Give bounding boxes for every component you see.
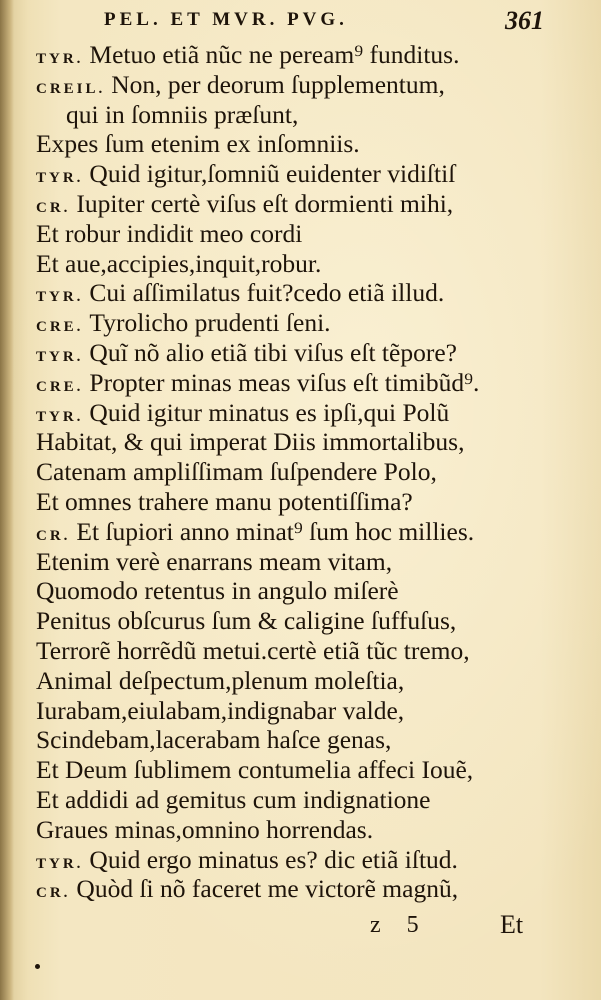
text-line [0,487,601,517]
line-text: Scindebam,lacerabam haſce genas, [36,725,392,755]
line-text: Propter minas meas viſus eſt timibũd⁹. [89,367,480,397]
text-line [0,100,601,130]
line-text: Non, per deorum ſupplementum, [111,69,445,99]
text-line [0,636,601,666]
ink-speck [35,964,40,969]
line-text: Metuo etiã nũc ne peream⁹ funditus. [89,40,460,69]
text-line [0,70,601,100]
text-line [0,368,601,398]
line-text: Penitus obſcurus ſum & caligine ſuffuſus, [36,606,457,636]
text-line [0,517,601,547]
line-text: Et aue,accipies,inquit,robur. [36,248,322,278]
speaker-label: TYR. [36,170,84,187]
line-text: qui in ſomniis præſunt, [66,99,299,129]
speaker-label: TYR. [36,855,84,872]
text-line [0,40,601,70]
page-number: 361 [505,6,544,35]
line-text: Tyrolicho prudenti ſeni. [89,308,331,338]
page-header [0,4,601,38]
line-text: Graues minas,omnino horrendas. [36,814,374,844]
text-line [0,576,601,606]
text-line [0,189,601,219]
line-text: Quid igitur minatus es ipſi,qui Polũ [89,397,450,427]
line-text: Terrorẽ horrẽdũ metui.certè etiã tũc tremo, [36,635,470,665]
text-line [0,785,601,815]
signature-mark: z 5 [370,912,429,938]
text-line [0,666,601,696]
text-line [0,815,601,845]
text-line [0,308,601,338]
line-text: Iurabam,eiulabam,indignabar valde, [36,695,405,725]
line-text: Iupiter certè viſus eſt dormienti mihi, [76,188,454,218]
text-line [0,457,601,487]
text-line [0,874,601,904]
text-line [0,755,601,785]
text-line [0,398,601,428]
line-text: Cui aſſimilatus fuit?cedo etiã illud. [89,278,445,308]
text-line [0,606,601,636]
line-text: Quòd ſi nõ faceret me victorẽ magnũ, [76,874,459,904]
verse-text [0,40,601,904]
text-line [0,725,601,755]
text-line [0,696,601,726]
speaker-label: CREIL. [36,80,106,97]
line-text: Expes ſum etenim ex inſomniis. [36,129,360,159]
speaker-label: CRE. [36,319,84,336]
line-text: Et omnes trahere manu potentiſſima? [36,486,413,516]
speaker-label: CR. [36,885,71,902]
text-line [0,129,601,159]
line-text: Et addidi ad gemitus cum indignatione [36,784,431,814]
line-text: Et robur indidit meo cordi [36,218,303,248]
text-line [0,845,601,875]
speaker-label: CR. [36,527,71,544]
running-head: PEL. ET MVR. PVG. [104,9,348,30]
text-line [0,547,601,577]
catchword: Et [500,910,524,939]
text-line [0,249,601,279]
line-text: Quid igitur,ſomniũ euidenter vidiſtiſ [89,159,456,189]
line-text: Animal deſpectum,plenum moleſtia, [36,665,405,695]
line-text: Catenam ampliſſimam ſuſpendere Polo, [36,457,437,487]
page-footer [0,910,601,950]
text-line [0,159,601,189]
line-text: Habitat, & qui imperat Diis immortalibus, [36,427,465,457]
line-text: Quĩ nõ alio etiã tibi viſus eſt tẽpore? [89,337,457,367]
line-text: Quomodo retentus in angulo miſerè [36,576,399,606]
text-line [0,338,601,368]
line-text: Et Deum ſublimem contumelia affeci Iouẽ, [36,755,474,785]
line-text: Et ſupiori anno minat⁹ ſum hoc millies. [76,516,475,546]
text-line [0,427,601,457]
line-text: Quid ergo minatus es? dic etiã iſtud. [89,844,458,874]
speaker-label: TYR. [36,348,84,365]
speaker-label: CR. [36,199,71,216]
speaker-label: TYR. [36,289,84,306]
line-text: Etenim verè enarrans meam vitam, [36,546,393,576]
speaker-label: CRE. [36,378,84,395]
text-line [0,278,601,308]
text-line [0,219,601,249]
speaker-label: TYR. [36,51,84,67]
speaker-label: TYR. [36,408,84,425]
